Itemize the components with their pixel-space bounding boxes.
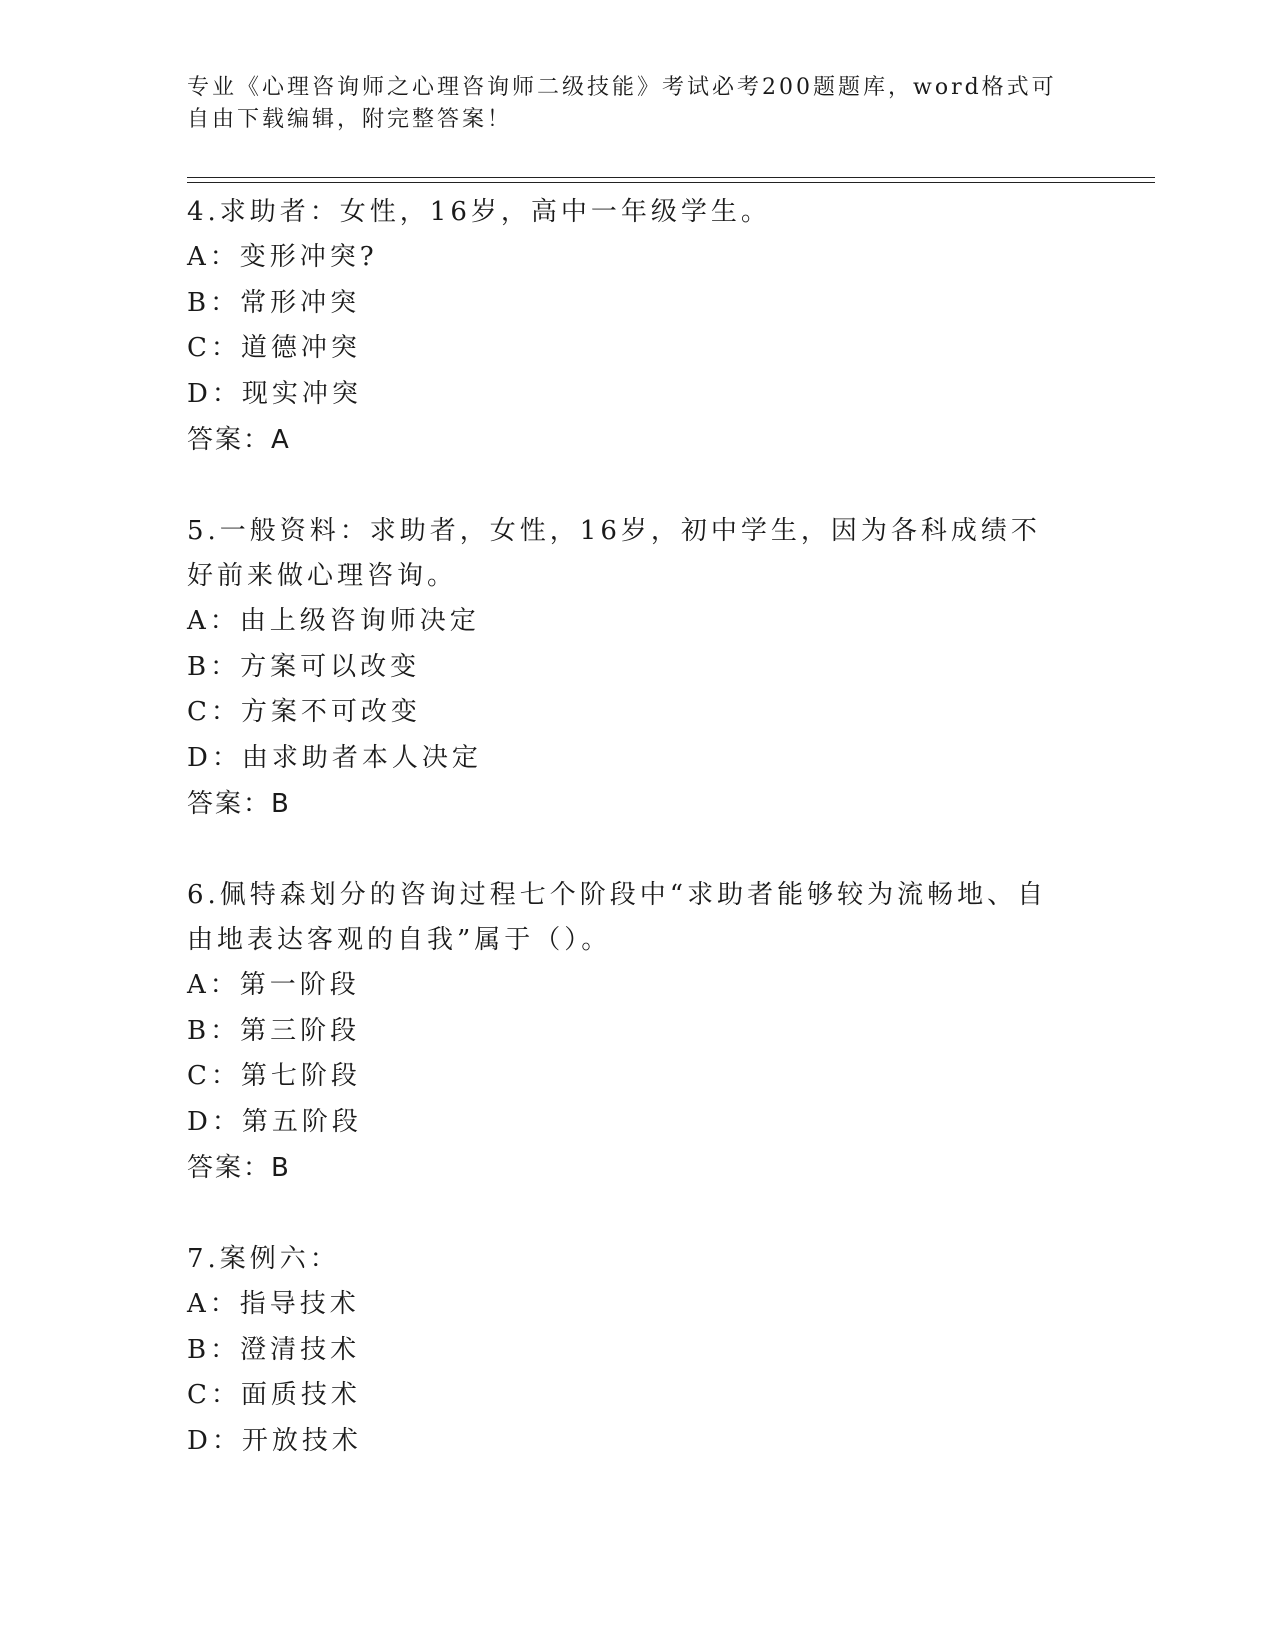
question-stem: 4.求助者：女性，16岁，高中一年级学生。 <box>187 197 771 227</box>
option-b: B：常形冲突 <box>187 287 361 318</box>
option-b: B：澄清技术 <box>187 1334 361 1365</box>
header-divider-bottom <box>187 182 1155 183</box>
option-c: C：道德冲突 <box>187 333 361 364</box>
option-d: D：现实冲突 <box>187 378 362 409</box>
option-a: A：变形冲突? <box>187 242 378 272</box>
header-divider-top <box>187 177 1155 178</box>
answer: 答案：B <box>187 789 291 820</box>
question-5 <box>187 509 1067 827</box>
question-6 <box>187 873 1067 1191</box>
answer: 答案：B <box>187 1153 291 1184</box>
document-header: 专业《心理咨询师之心理咨询师二级技能》考试必考200题题库，word格式可自由下载编辑，附完整答案！ <box>187 75 1057 132</box>
option-c: C：方案不可改变 <box>187 697 421 728</box>
option-c: C：面质技术 <box>187 1380 361 1411</box>
option-b: B：方案可以改变 <box>187 651 421 682</box>
answer: 答案：A <box>187 425 291 456</box>
question-stem: 7.案例六： <box>187 1244 340 1274</box>
option-d: D：由求助者本人决定 <box>187 742 482 773</box>
option-c: C：第七阶段 <box>187 1061 361 1092</box>
question-stem: 6.佩特森划分的咨询过程七个阶段中“求助者能够较为流畅地、自由地表达客观的自我”属于（）。 <box>187 880 1048 955</box>
option-a: A：由上级咨询师决定 <box>187 606 480 636</box>
question-4 <box>187 190 1067 463</box>
option-b: B：第三阶段 <box>187 1015 361 1046</box>
option-a: A：第一阶段 <box>187 970 360 1000</box>
question-7 <box>187 1237 1067 1464</box>
option-d: D：第五阶段 <box>187 1106 362 1137</box>
question-stem: 5.一般资料：求助者，女性，16岁，初中学生，因为各科成绩不好前来做心理咨询。 <box>187 516 1041 591</box>
option-a: A：指导技术 <box>187 1289 360 1319</box>
option-d: D：开放技术 <box>187 1425 362 1456</box>
